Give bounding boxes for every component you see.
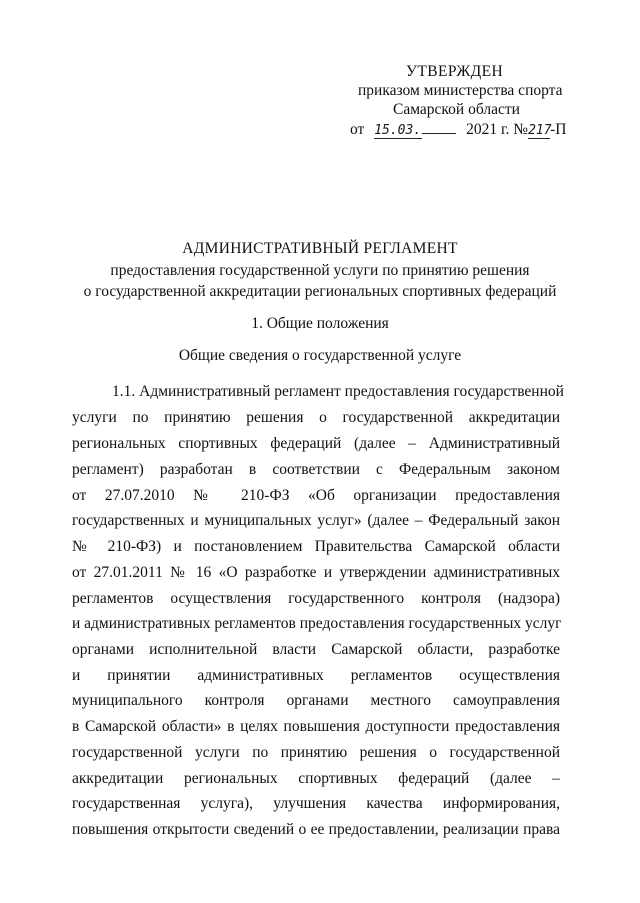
- regulation-subtitle-line-2: о государственной аккредитации региональных спортивных федераций: [83, 283, 557, 300]
- paragraph-line: и административных регламентов предоставления государственных услуг: [72, 615, 562, 632]
- paragraph-line: региональных спортивных федераций (далее – Административный: [72, 435, 560, 452]
- paragraph-line: № 210-ФЗ) и постановлением Правительства Самарской области: [72, 538, 560, 555]
- approval-number-suffix: -П: [550, 121, 567, 138]
- paragraph-line: органами исполнительной власти Самарской области, разработке: [72, 641, 560, 658]
- paragraph-line: аккредитации региональных спортивных федераций (далее –: [72, 770, 560, 787]
- paragraph-line: услуги по принятию решения о государственной аккредитации: [72, 409, 560, 426]
- paragraph-line: муниципального контроля органами местного самоуправления: [72, 692, 560, 709]
- paragraph-line: от 27.07.2010 № 210-ФЗ «Об организации предоставления: [72, 487, 560, 504]
- paragraph-line: регламент) разработан в соответствии с Федеральным законом: [72, 461, 560, 478]
- handwritten-number: 217: [528, 123, 552, 138]
- paragraph-line: государственная услуга), улучшения качества информирования,: [72, 795, 560, 812]
- approval-region-line: Самарской области: [393, 101, 520, 118]
- approval-prefix: от: [350, 121, 365, 138]
- approval-year: 2021 г. №: [466, 121, 529, 138]
- approval-date-number-line: [350, 120, 566, 139]
- handwritten-date: 15.03.: [374, 123, 422, 138]
- paragraph-line: регламентов осуществления государственного контроля (надзора): [72, 590, 560, 607]
- section-heading: 1. Общие положения: [251, 315, 389, 332]
- paragraph-line: повышения открытости сведений о ее предоставлении, реализации права: [72, 821, 560, 838]
- paragraph-line: в Самарской области» в целях повышения доступности предоставления: [72, 718, 560, 735]
- paragraph-line: государственных и муниципальных услуг» (далее – Федеральный закон: [72, 512, 560, 529]
- paragraph-line: и принятии административных регламентов осуществления: [72, 667, 560, 684]
- approval-title: УТВЕРЖДЕН: [406, 63, 504, 80]
- approval-order-line: приказом министерства спорта: [358, 82, 563, 99]
- paragraph-line: от 27.01.2011 № 16 «О разработке и утверждении административных: [72, 564, 560, 581]
- regulation-title: АДМИНИСТРАТИВНЫЙ РЕГЛАМЕНТ: [182, 240, 458, 257]
- regulation-subtitle-line-1: предоставления государственной услуги по принятию решения: [110, 262, 530, 279]
- paragraph-line: 1.1. Административный регламент предоставления государственной: [112, 383, 564, 400]
- paragraph-line: государственной услуги по принятию решения о государственной: [72, 744, 560, 761]
- subsection-heading: Общие сведения о государственной услуге: [178, 347, 462, 364]
- date-underline: [422, 121, 456, 134]
